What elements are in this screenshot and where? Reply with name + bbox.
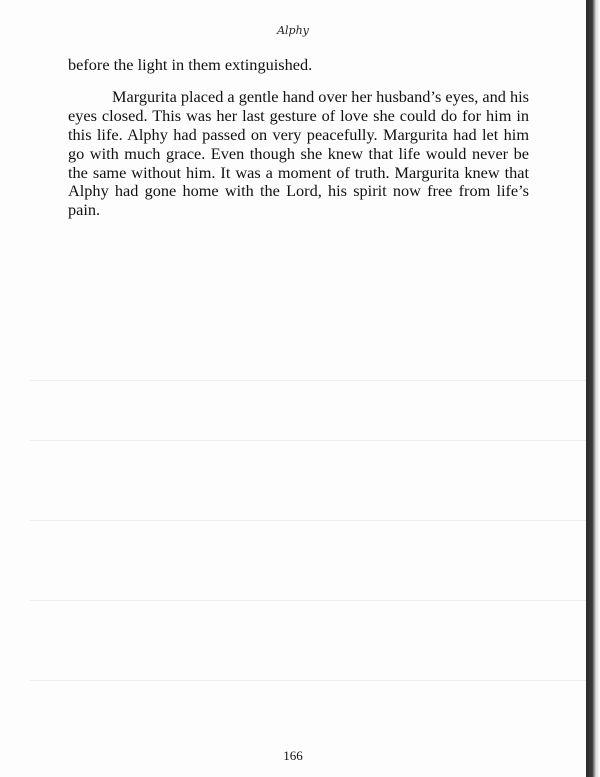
page-number: 166 xyxy=(283,748,303,763)
bleed-through-line xyxy=(30,380,586,381)
body-text xyxy=(68,56,529,220)
bleed-through-line xyxy=(30,600,586,601)
paragraph: Margurita placed a gentle hand over her husband’s eyes, and his eyes closed. This was her last gesture of love she could do for him in this life. Alphy had passed on very peacefully. Margurita had let him go with much grace. Even though she knew that life would never be the same without him. It was a moment of truth. Margurita knew that Alphy had gone home with the Lord, his spirit now free from life’s pain. xyxy=(68,86,529,220)
bleed-through-line xyxy=(30,440,586,441)
bleed-through-line xyxy=(30,680,586,681)
bleed-through-line xyxy=(30,520,586,521)
paragraph-continuation: before the light in them extinguished. xyxy=(68,55,313,74)
running-header: Alphy xyxy=(277,24,309,37)
page-edge-shadow xyxy=(586,0,600,777)
